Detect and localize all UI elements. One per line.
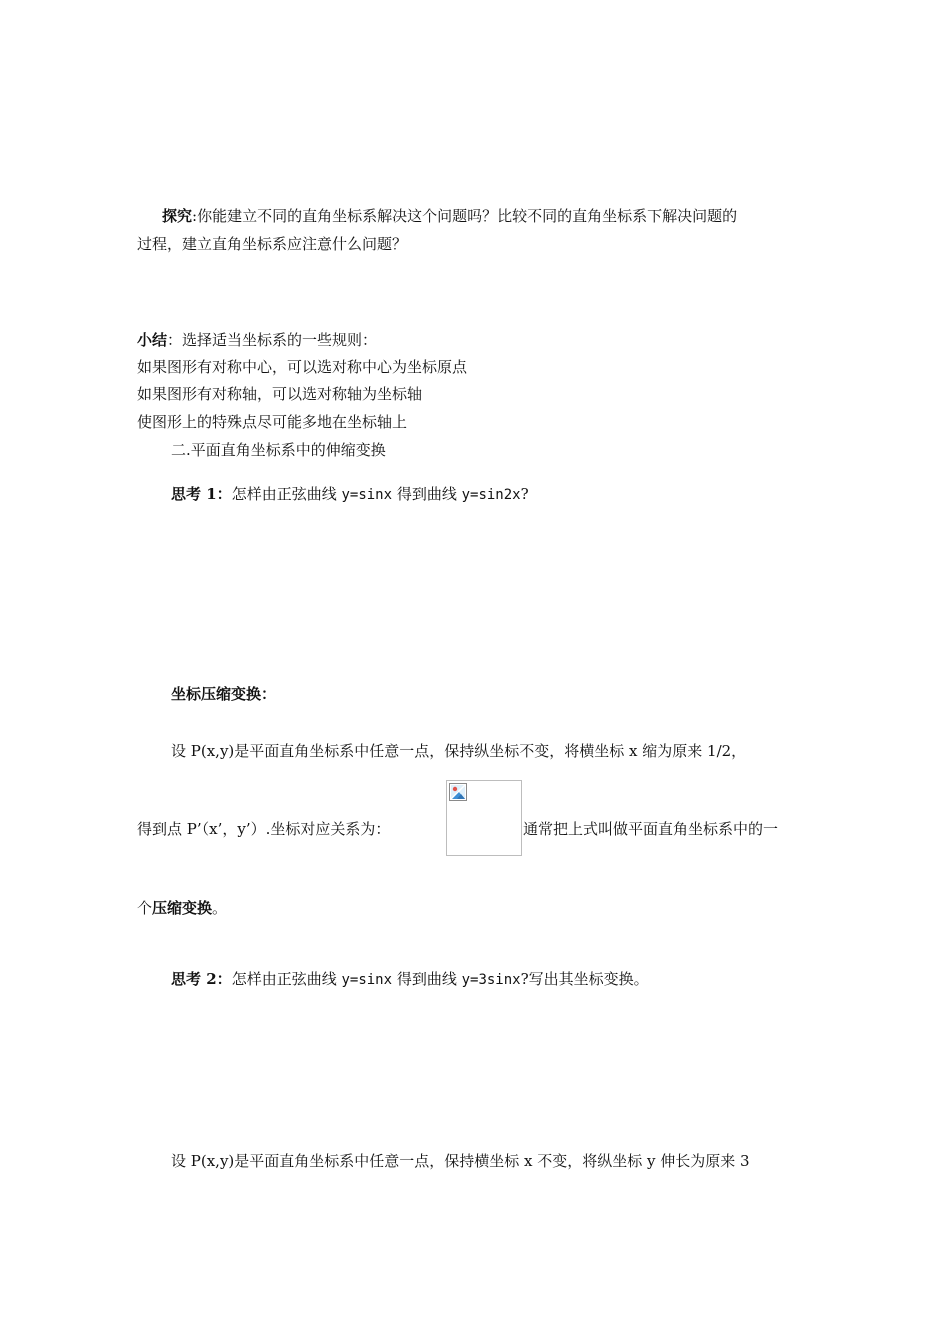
compression-para-line-3 bbox=[137, 898, 227, 918]
summary-rule-3: 使图形上的特殊点尽可能多地在坐标轴上 bbox=[137, 413, 408, 431]
think-1-text-c: ? bbox=[520, 485, 529, 503]
section-two-heading: 二.平面直角坐标系中的伸缩变换 bbox=[171, 441, 386, 459]
compression-term: 压缩变换 bbox=[152, 899, 213, 917]
summary-rule-1: 如果图形有对称中心，可以选对称中心为坐标原点 bbox=[137, 358, 468, 376]
explore-label: 探究 bbox=[162, 207, 193, 225]
think-1-colon: ： bbox=[216, 485, 232, 503]
compression-para-line-2-before: 得到点 P’（x’，y’）.坐标对应关系为： bbox=[137, 820, 391, 838]
summary-line bbox=[137, 330, 377, 350]
think-2-text-a: 怎样由正弦曲线 bbox=[231, 970, 342, 988]
formula-image bbox=[446, 780, 522, 856]
explore-line-1 bbox=[162, 206, 737, 226]
think-2-line bbox=[171, 969, 649, 990]
summary-intro: ：选择适当坐标系的一些规则： bbox=[167, 331, 378, 349]
explore-line-2: 过程，建立直角坐标系应注意什么问题？ bbox=[137, 235, 408, 253]
think-2-colon: ： bbox=[216, 970, 232, 988]
think-1-curve-b: y=sin2x bbox=[461, 487, 521, 503]
broken-image-icon bbox=[449, 783, 467, 801]
think-2-text-c: ?写出其坐标变换。 bbox=[520, 970, 649, 988]
think-1-line bbox=[171, 484, 529, 505]
think-2-curve-a: y=sinx bbox=[341, 972, 393, 988]
think-1-label: 思考 1 bbox=[171, 485, 217, 503]
think-2-curve-b: y=3sinx bbox=[461, 972, 521, 988]
think-1-text-b: 得到曲线 bbox=[392, 485, 462, 503]
compression-para-line-1: 设 P(x,y)是平面直角坐标系中任意一点，保持纵坐标不变，将横坐标 x 缩为原来 1/2， bbox=[171, 742, 747, 760]
compression-line-3-suffix: 。 bbox=[212, 899, 228, 917]
explore-text-1: :你能建立不同的直角坐标系解决这个问题吗？比较不同的直角坐标系下解决问题的 bbox=[192, 207, 738, 225]
think-1-text-a: 怎样由正弦曲线 bbox=[231, 485, 342, 503]
summary-rule-2: 如果图形有对称轴，可以选对称轴为坐标轴 bbox=[137, 385, 423, 403]
think-2-label: 思考 2 bbox=[171, 970, 217, 988]
compression-line-3-prefix: 个 bbox=[137, 899, 153, 917]
think-2-text-b: 得到曲线 bbox=[392, 970, 462, 988]
think-1-curve-a: y=sinx bbox=[341, 487, 393, 503]
compression-para-line-2-after: 通常把上式叫做平面直角坐标系中的一 bbox=[523, 820, 779, 838]
compression-heading: 坐标压缩变换： bbox=[171, 685, 277, 703]
stretch-para-line-1: 设 P(x,y)是平面直角坐标系中任意一点，保持横坐标 x 不变，将纵坐标 y 伸长为原来 3 bbox=[171, 1152, 750, 1170]
summary-label: 小结 bbox=[137, 331, 168, 349]
